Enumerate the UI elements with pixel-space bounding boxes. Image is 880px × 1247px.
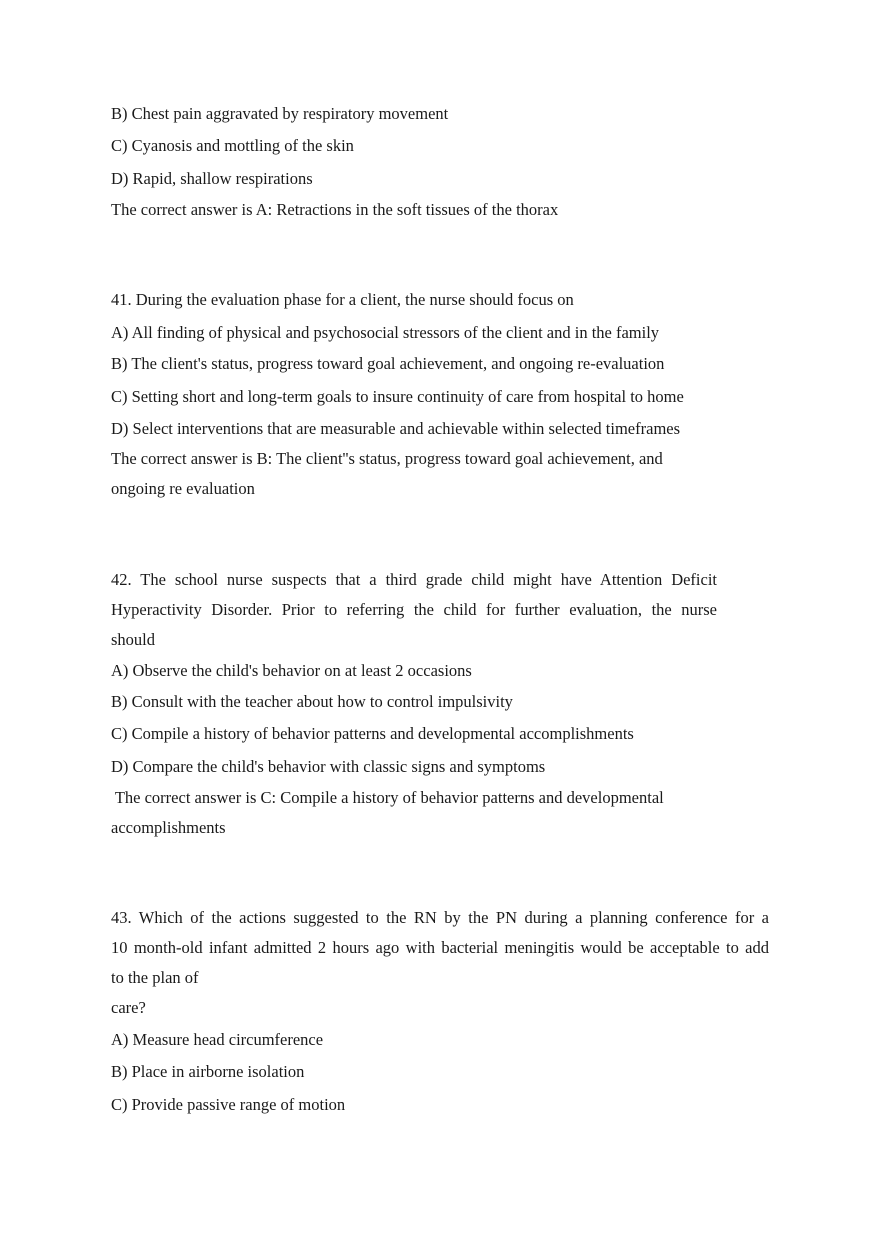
- q42-question-line1: 42. The school nurse suspects that a third grade child might have Attention Deficit: [111, 570, 717, 589]
- q41-question: 41. During the evaluation phase for a client, the nurse should focus on: [111, 290, 574, 309]
- q42-answer-line2: accomplishments: [111, 818, 226, 837]
- q42-option-d: D) Compare the child's behavior with classic signs and symptoms: [111, 757, 546, 776]
- q42-answer-line1: The correct answer is C: Compile a history of behavior patterns and developmental: [111, 788, 664, 807]
- q40-option-d: D) Rapid, shallow respirations: [111, 169, 313, 188]
- q41-answer-line1: The correct answer is B: The client''s status, progress toward goal achievement, and: [111, 449, 663, 468]
- q42-option-b: B) Consult with the teacher about how to control impulsivity: [111, 692, 513, 711]
- q43-question-line2: 10 month-old infant admitted 2 hours ago with bacterial meningitis would be acceptable to add: [111, 938, 769, 957]
- q41-option-b: B) The client's status, progress toward goal achievement, and ongoing re-evaluation: [111, 354, 665, 373]
- q41-option-d: D) Select interventions that are measurable and achievable within selected timeframes: [111, 419, 681, 438]
- q42-option-c: C) Compile a history of behavior patterns and developmental accomplishments: [111, 724, 634, 743]
- q43-option-a: A) Measure head circumference: [111, 1030, 324, 1049]
- q41-answer-line2: ongoing re evaluation: [111, 479, 255, 498]
- q42-question-line3: should: [111, 630, 156, 649]
- q41-option-c: C) Setting short and long-term goals to insure continuity of care from hospital to home: [111, 387, 684, 406]
- q40-answer: The correct answer is A: Retractions in the soft tissues of the thorax: [111, 200, 559, 219]
- q43-question-line1: 43. Which of the actions suggested to the RN by the PN during a planning conference for a: [111, 908, 769, 927]
- q40-option-c: C) Cyanosis and mottling of the skin: [111, 136, 354, 155]
- q43-option-c: C) Provide passive range of motion: [111, 1095, 346, 1114]
- q43-option-b: B) Place in airborne isolation: [111, 1062, 305, 1081]
- q43-question-line4: care?: [111, 998, 146, 1017]
- q42-question-line2: Hyperactivity Disorder. Prior to referring the child for further evaluation, the nurse: [111, 600, 717, 619]
- q41-option-a: A) All finding of physical and psychosocial stressors of the client and in the family: [111, 323, 660, 342]
- q42-option-a: A) Observe the child's behavior on at least 2 occasions: [111, 661, 472, 680]
- q43-question-line3: to the plan of: [111, 968, 199, 987]
- q40-option-b: B) Chest pain aggravated by respiratory movement: [111, 104, 449, 123]
